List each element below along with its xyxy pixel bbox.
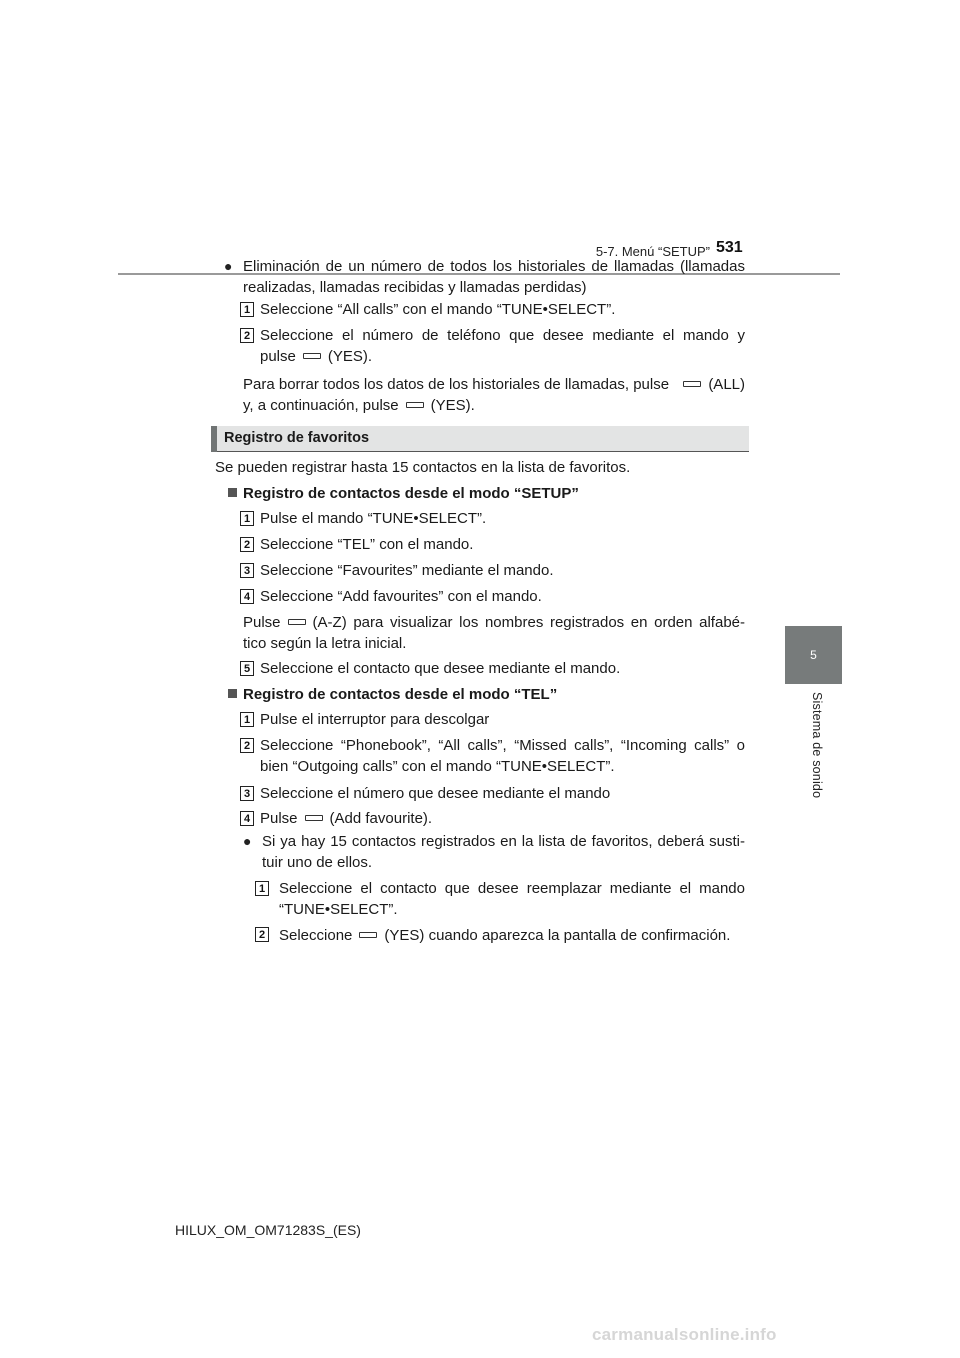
step-number-badge: 2 xyxy=(240,328,254,343)
step-number-badge: 2 xyxy=(255,927,269,942)
button-icon xyxy=(406,402,424,408)
delete-step2-post: (YES). xyxy=(327,348,373,365)
setup-heading: Registro de contactos desde el modo “SETUP” xyxy=(243,485,579,502)
setup-note-line1 xyxy=(243,612,745,633)
tel-sub1-line2: “TUNE•SELECT”. xyxy=(279,901,398,918)
chapter-number: 5 xyxy=(810,648,817,662)
delete-note-line1-pre: Para borrar todos los datos de los historiales de llamadas, pulse xyxy=(243,376,670,393)
button-icon xyxy=(359,932,377,938)
step-number-badge: 1 xyxy=(240,302,254,317)
page-number: 531 xyxy=(716,239,743,256)
setup-step3-text: Seleccione “Favourites” mediante el mando. xyxy=(260,562,554,579)
tel-step2-line1: Seleccione “Phonebook”, “All calls”, “Missed calls”, “Incoming calls” o xyxy=(260,737,745,754)
delete-bullet-line1: Eliminación de un número de todos los historiales de llamadas (llamadas xyxy=(243,258,745,275)
setup-note-post: (A-Z) para visualizar los nombres registrados en orden alfabé- xyxy=(312,614,745,631)
favorites-intro: Se pueden registrar hasta 15 contactos en la lista de favoritos. xyxy=(215,459,631,476)
tel-bullet-line1: Si ya hay 15 contactos registrados en la lista de favoritos, deberá susti- xyxy=(262,833,745,850)
step-number-badge: 4 xyxy=(240,589,254,604)
delete-note-line1 xyxy=(243,374,745,395)
tel-step3-text: Seleccione el número que desee mediante el mando xyxy=(260,785,611,802)
step-number-badge: 3 xyxy=(240,563,254,578)
setup-step5-text: Seleccione el contacto que desee mediante el mando. xyxy=(260,660,621,677)
tel-sub1-line1: Seleccione el contacto que desee reemplazar mediante el mando xyxy=(279,880,745,897)
square-bullet-icon xyxy=(228,689,237,698)
delete-step2-pre: pulse xyxy=(260,348,296,365)
header-section-title: 5-7. Menú “SETUP” xyxy=(595,244,710,259)
delete-note-line2-pre: y, a continuación, pulse xyxy=(243,397,399,414)
bullet-icon: ● xyxy=(224,258,233,274)
step-number-badge: 2 xyxy=(240,537,254,552)
chapter-tab xyxy=(785,626,842,684)
tel-step2-line2: bien “Outgoing calls” con el mando “TUNE•SELECT”. xyxy=(260,758,615,775)
setup-step4-text: Seleccione “Add favourites” con el mando. xyxy=(260,588,542,605)
step-number-badge: 1 xyxy=(240,511,254,526)
delete-step2-line1: Seleccione el número de teléfono que desee mediante el mando y xyxy=(260,327,745,344)
step-number-badge: 1 xyxy=(240,712,254,727)
tel-bullet-line2: tuir uno de ellos. xyxy=(262,854,373,871)
tel-step4-post: (Add favourite). xyxy=(329,810,433,827)
setup-step2-text: Seleccione “TEL” con el mando. xyxy=(260,536,474,553)
tel-sub2-post: (YES) cuando aparezca la pantalla de confirmación. xyxy=(384,927,731,944)
button-icon xyxy=(288,619,306,625)
button-icon xyxy=(305,815,323,821)
setup-note-line2: tico según la letra inicial. xyxy=(243,635,407,652)
button-icon xyxy=(303,353,321,359)
square-bullet-icon xyxy=(228,488,237,497)
section-title: Registro de favoritos xyxy=(224,430,370,446)
step-number-badge: 1 xyxy=(255,881,269,896)
tel-step1-text: Pulse el interruptor para descolgar xyxy=(260,711,490,728)
tel-step4-line xyxy=(260,808,432,829)
setup-step1-text: Pulse el mando “TUNE•SELECT”. xyxy=(260,510,487,527)
setup-note-pre: Pulse xyxy=(243,614,281,631)
delete-step2-line2 xyxy=(260,346,372,367)
step-number-badge: 3 xyxy=(240,786,254,801)
section-header-accent xyxy=(211,426,217,452)
bullet-icon: ● xyxy=(243,833,252,849)
delete-note-line2-post: (YES). xyxy=(430,397,475,414)
document-code: HILUX_OM_OM71283S_(ES) xyxy=(175,1222,361,1238)
delete-note-line2 xyxy=(243,395,475,416)
tel-step4-pre: Pulse xyxy=(260,810,298,827)
step-number-badge: 5 xyxy=(240,661,254,676)
delete-step1-text: Seleccione “All calls” con el mando “TUNE•SELECT”. xyxy=(260,301,616,318)
step-number-badge: 2 xyxy=(240,738,254,753)
tel-sub2-line xyxy=(279,925,730,946)
delete-note-line1-post: (ALL) xyxy=(708,376,745,393)
tel-sub2-pre: Seleccione xyxy=(279,927,353,944)
step-number-badge: 4 xyxy=(240,811,254,826)
chapter-label: Sistema de sonido xyxy=(810,692,824,799)
button-icon xyxy=(683,381,701,387)
delete-bullet-line2: realizadas, llamadas recibidas y llamadas perdidas) xyxy=(243,279,587,296)
tel-heading: Registro de contactos desde el modo “TEL” xyxy=(243,686,558,703)
watermark: carmanualsonline.info xyxy=(592,1325,777,1344)
